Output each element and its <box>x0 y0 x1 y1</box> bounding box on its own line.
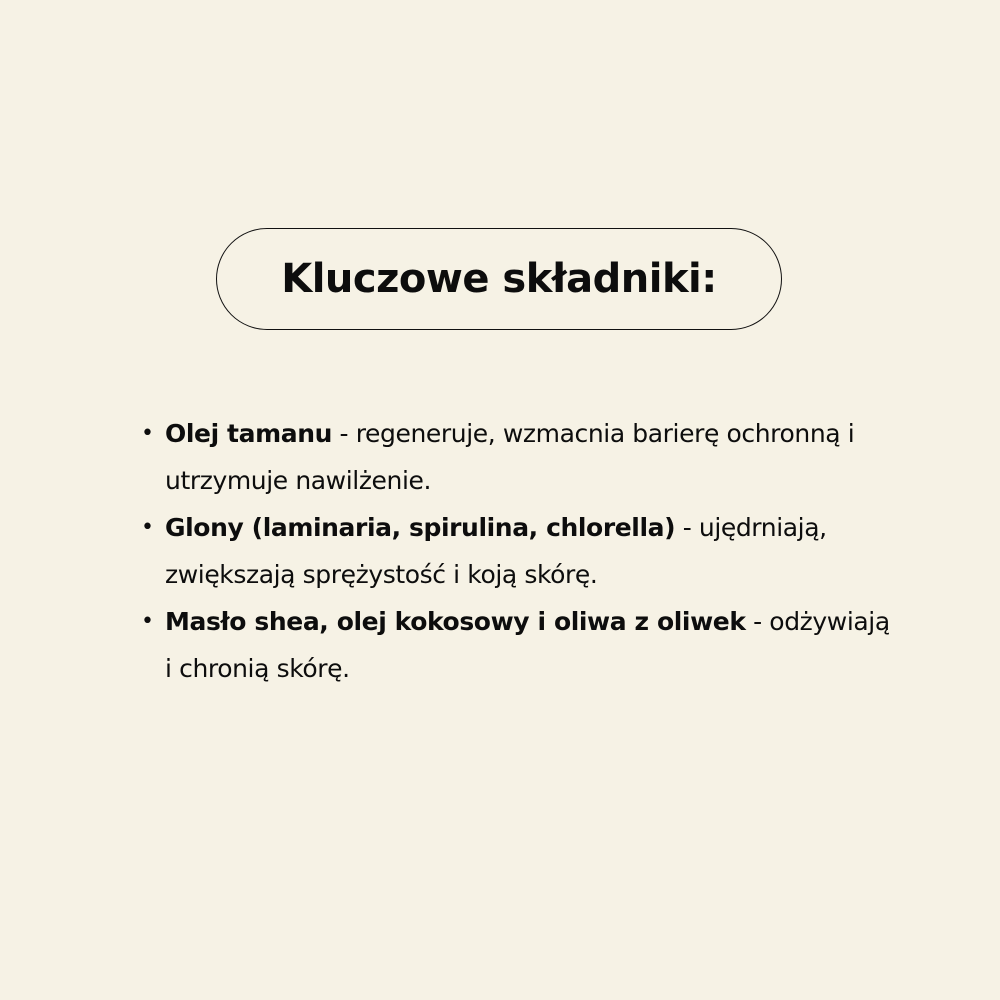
title-pill <box>216 228 782 330</box>
ingredient-name: Masło shea, olej kokosowy i oliwa z oliwek <box>165 607 746 636</box>
ingredient-name: Olej tamanu <box>165 419 332 448</box>
bullet-icon: • <box>141 609 154 634</box>
ingredient-item <box>138 598 898 692</box>
ingredient-item <box>138 410 898 504</box>
ingredient-list <box>138 410 898 692</box>
ingredient-name: Glony (laminaria, spirulina, chlorella) <box>165 513 676 542</box>
ingredient-item <box>138 504 898 598</box>
bullet-icon: • <box>141 515 154 540</box>
ingredient-description: - regeneruje, wzmacnia barierę ochronną i utrzymuje nawilżenie. <box>165 419 855 495</box>
ingredient-description: - odżywiają i chronią skórę. <box>165 607 890 683</box>
ingredient-description: - ujędrniają, zwiększają sprężystość i koją skórę. <box>165 513 827 589</box>
page-title: Kluczowe składniki: <box>281 256 717 302</box>
bullet-icon: • <box>141 421 154 446</box>
